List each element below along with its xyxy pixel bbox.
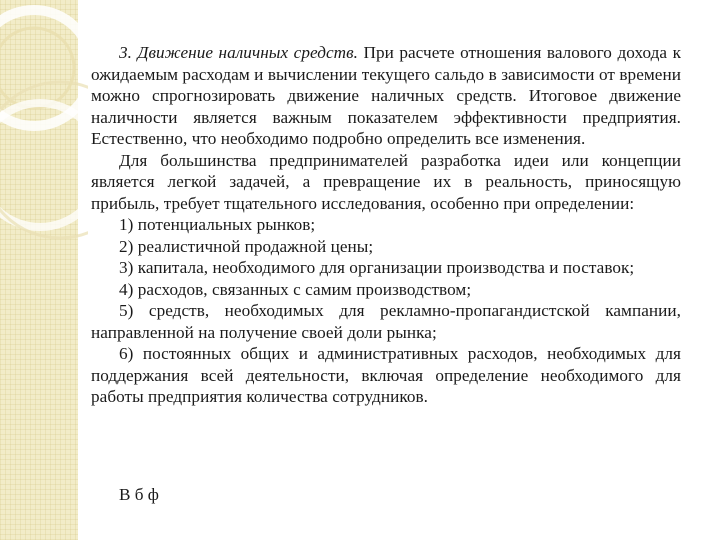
intro-text: При расчете отношения валового дохода к ожидаемым расходам и вычислении текущего сальдо в зависимости от времени можно спрогнозировать движение наличных средств. Итоговое движение наличности является важным показателем эффективности предприятия. Естественно, что необходимо подробно определить все изменения. bbox=[91, 43, 681, 148]
decorative-side-strip bbox=[0, 0, 78, 540]
list-item: 6) постоянных общих и административных расходов, необходимых для поддержания всей деятельности, включая определение необходимого для работы предприятия количества сотрудников. bbox=[91, 344, 681, 406]
paragraph-2: Для большинства предпринимателей разработка идеи или концепции является легкой задачей, а превращение их в реальность, приносящую прибыль, требует тщательного исследования, особенно при определении: bbox=[91, 150, 681, 213]
list-item: 1) потенциальных рынков; bbox=[119, 215, 316, 234]
intro-paragraph bbox=[91, 42, 681, 150]
list-item: 3) капитала, необходимого для организации производства и поставок; bbox=[119, 258, 635, 277]
cut-off-line: В б ф bbox=[119, 485, 159, 504]
document-text bbox=[91, 42, 681, 408]
list-item: 5) средств, необходимых для рекламно-пропагандистской кампании, направленной на получение своей доли рынка; bbox=[91, 301, 681, 342]
document-page bbox=[88, 36, 684, 504]
list-item: 2) реалистичной продажной цены; bbox=[119, 236, 374, 256]
section-title: 3. Движение наличных средств. bbox=[119, 43, 358, 62]
list-item: 4) расходов, связанных с самим производством; bbox=[119, 279, 472, 299]
